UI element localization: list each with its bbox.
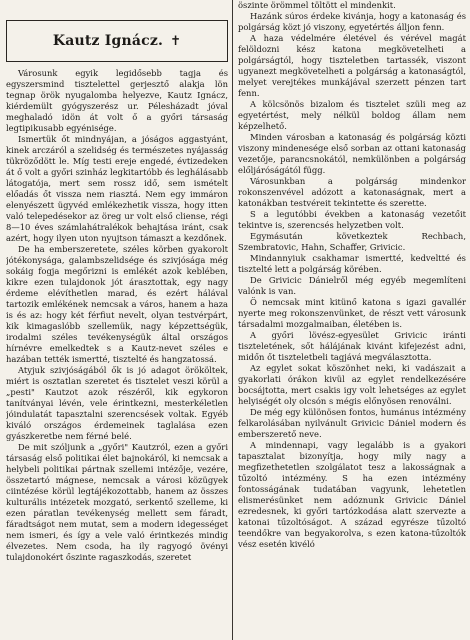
paragraph: De Grivicic Dánielről még egyéb megemlíteni valónk is van. bbox=[238, 275, 466, 296]
paragraph: öszinte örömmel töltött el mindenkit. bbox=[238, 0, 396, 10]
paragraph: Atyjuk szivjóságából ők is jó adagot örököltek, miért is osztatlan szeretet és tisztelet veszi körül a „pesti" Kautzot azok részéről, kik egykoron tanítványai lévén, vele érintkezni, mesterkéletlen jóindulatát tapasztalni szerencsések voltak. Egyéb kiváló országos érdemeinek taglalása ezen gyászkeretbe nem férné belé. bbox=[6, 365, 228, 441]
right-column bbox=[238, 0, 466, 640]
paragraph: De ha emberszeretete, széles körben gyakorolt jótékonysága, galambszelidsége és szivjósága még sokáig fogja megőrizni is emlékét azok keblében, kikre ezen tulajdonok jót árasztottak, egy nagy érdeme elévíthetlen marad, és ezért hálával tartozik emlékének nemcsak a város, hanem a haza is és az: hogy két férfiut nevelt, olyan testvérpárt, kik kimagaslóbb szellemük, nagy képzettségük, irodalmi széles tevékenységük által országos hírnévre emelkedtek s a Kautz-nevet széles e hazában tették ismertté, tisztelté és hangzatossá. bbox=[6, 244, 228, 364]
paragraph: A győri lövész-egyesület Grivicic iránti tiszteletének, sőt hálájának kivánt kifejezést adni, midőn őt tiszteletbeli tagjává megválasztotta. bbox=[238, 330, 466, 362]
paragraph: A kölcsönös bizalom és tisztelet szüli meg az egyetértést, mely nélkül boldog állam nem képzelhető. bbox=[238, 99, 466, 131]
paragraph: Ismertük őt mindnyájan, a jóságos aggastyánt, kinek arczáról a szelidség és természetes nyájasság tükröződött le. Míg testi ereje engedé, évtizedeken át ő volt a győri szinház legkitartóbb és leghálásabb látogatója, mert sem rossz idő, sem ismételt előadás őt vissza nem riasztá. Nem egy immáron elenyészett ügyvéd emlékezhetik vissza, hogy itten való telepedésekor az öreg ur volt első cliense, régi 8—10 éves számlahátralékok behajtása iránt, csak azért, hogy ilyen uton nyujtson támaszt a kezdőnek. bbox=[6, 134, 228, 243]
paragraph: Hazánk súros érdeke kivánja, hogy a katonaság és polgárság közt jó viszony, egyetértés álljon fenn. bbox=[238, 11, 466, 32]
paragraph: Mindannyiuk csakhamar ismertté, kedveltté és tisztelté lett a polgárság körében. bbox=[238, 253, 466, 274]
obituary-title-box bbox=[6, 20, 228, 62]
paragraph: A haza védelmére életével és vérével magát felöldozni kész katona megkövetelheti a polgárságtól, hogy tiszteletben tartassék, viszont ugyanezt megkövetelheti a polgárság a katonaságtól, melyet verejtékes munkájával szerzett pénzen tart fenn. bbox=[238, 33, 466, 98]
cross-icon: ✝ bbox=[170, 33, 182, 49]
paragraph: Ö nemcsak mint kitünő katona s igazi gavallér nyerte meg rokonszenvünket, de részt vett városunk társadalmi mozgalmaiban, életében is. bbox=[238, 297, 466, 329]
paragraph: Az egylet sokat köszönhet neki, ki vadászait a gyakorlati órákon kivül az egylet rendelkezésére bocsájtotta, mert csakis igy volt lehetséges az egylet helyiségét oly olcsón s mégis előnyösen renoválni. bbox=[238, 363, 466, 406]
paragraph: De mit szóljunk a „győri" Kautzról, ezen a győri társaság első politikai élet bajnokáról, ki nemcsak a helybeli politikai pártnak szellemi intézője, vezére, összetartó mágnese, nemcsak a városi közügyek ciintézése körül legtájékozottabb, hanem az összes kulturális intézetek mozgató, serkentő szelleme, ki ezen páratlan tevékenység mellett sem fáradt, fáradtságot nem mutat, sem a modern idegességet nem ismeri, és így a vele való érintkezés mindig élvezetes. Nem csoda, ha ily ragyogó övényi tulajdonokért őszinte ragaszkodás, szeretet bbox=[6, 442, 228, 562]
column-divider bbox=[232, 0, 233, 640]
paragraph: De még egy különösen fontos, humánus intézmény felkarolásában nyilvánult Grivicic Dániel modern és emberszerető neve. bbox=[238, 407, 466, 439]
paragraph: Minden városban a katonaság és polgárság közti viszony mindenesége első sorban az ottani katonaság vezetője, parancsnokától, nemkülönben a polgárság előljáróságától függ. bbox=[238, 132, 466, 175]
left-column bbox=[6, 0, 228, 640]
paragraph: S a legutóbbi években a katonaság vezetőit tekintve is, szerencsés helyzetben volt. bbox=[238, 209, 466, 230]
paragraph: Városunk egyik legidősebb tagja és egyszersmind tisztelettel gerjesztő alakja lön tegnap örök nyugalomba helyezve, Kautz Ignácz, kiérdemült gyógyszerész ur. Pélesházadt jóval meghaladó idön át volt ő a győri társaság legtipikusabb egyénisége. bbox=[6, 68, 228, 133]
article-title: Kautz Ignácz. bbox=[52, 33, 164, 49]
paragraph: A mindennapi, vagy legalább is a gyakori tapasztalat bizonyítja, hogy mily nagy a megfizethetetlen szolgálatot tesz a lakosságnak a tűzoltó intézmény. S ha ezen intézmény fontosságának tudatában vagyunk, lehetetlen elismerésünket nem adóznunk Grivicic Dániel ezredesnek, ki győri tartózkodása alatt szervezte a katonai tűzoltóságot. A század egyrésze tűzoltó teendőkre van begyakorolva, s ezen katona-tűzoltók vész esetén kivéló bbox=[238, 440, 466, 549]
paragraph: Városunkban a polgárság mindenkor rokonszenvével adózott a katonaságnak, mert a katonákban testvéreit tekintette és szerette. bbox=[238, 176, 466, 208]
paragraph: Egymásután következtek Rechbach, Szembratovic, Hahn, Schaffer, Grivicic. bbox=[238, 231, 466, 252]
